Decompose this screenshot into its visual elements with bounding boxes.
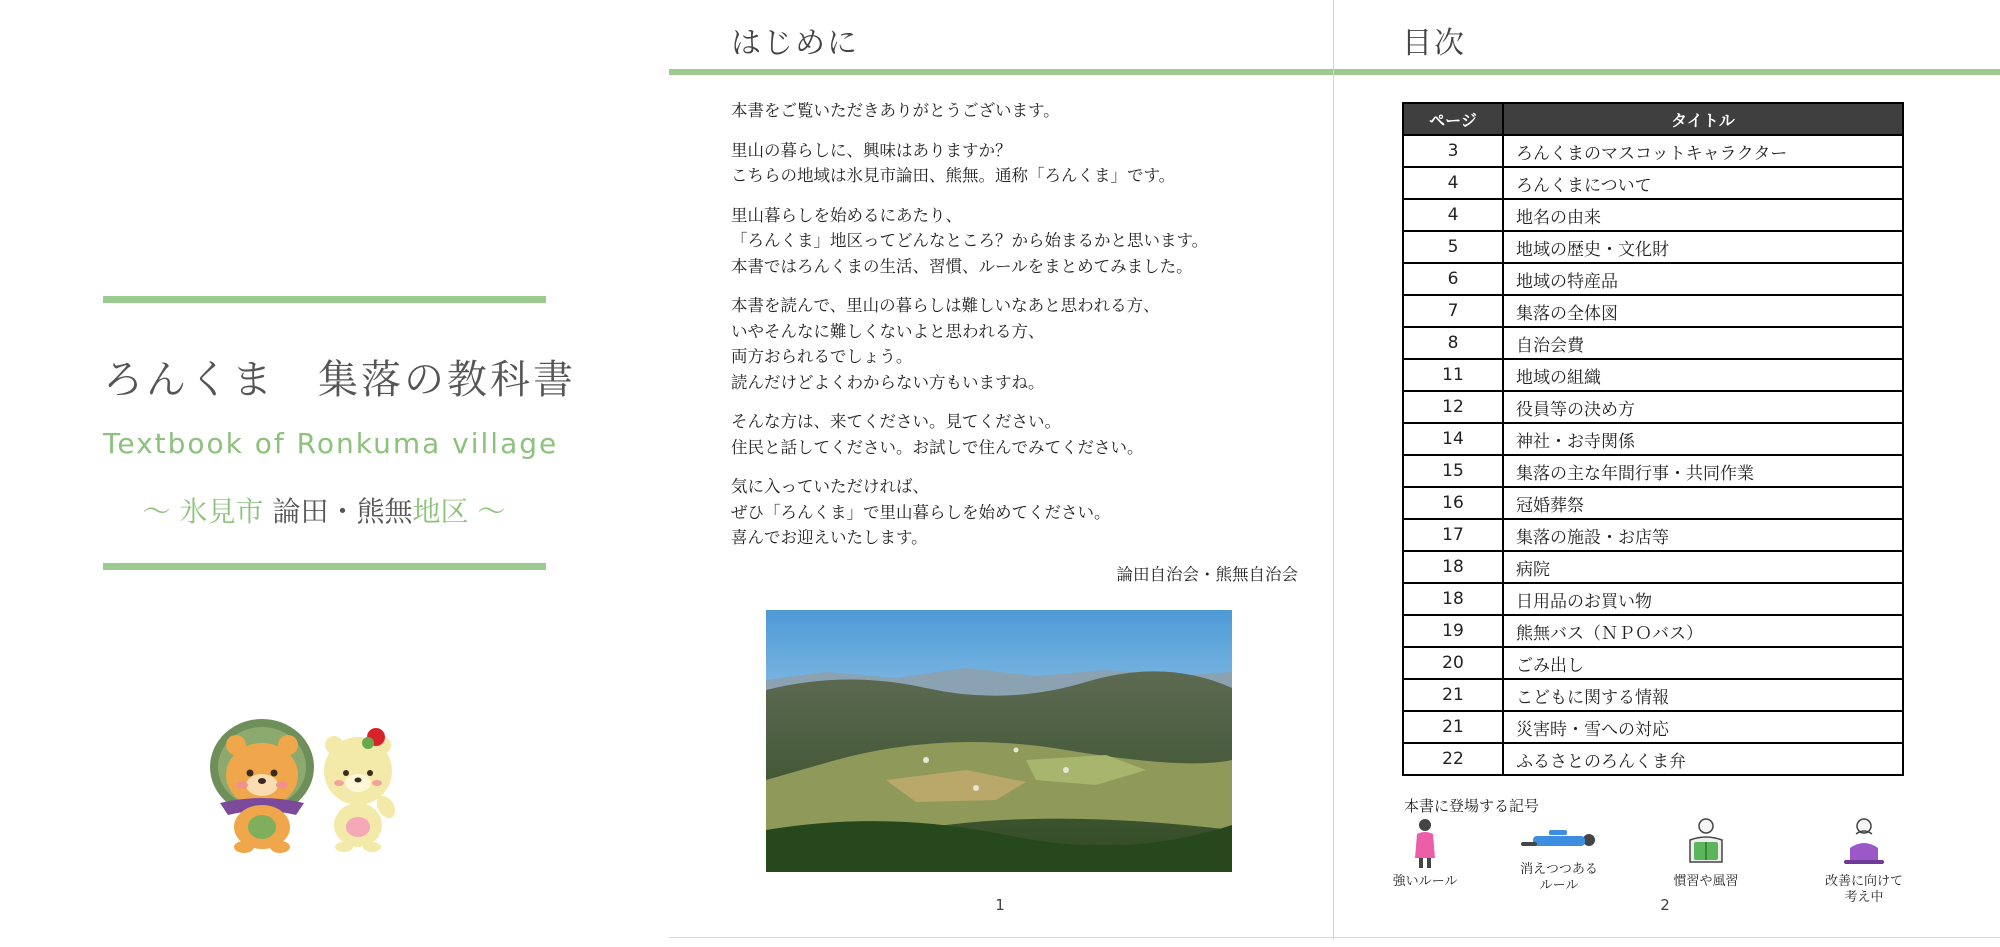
intro-paragraph <box>731 293 1291 395</box>
intro-line: 本書をご覧いただきありがとうございます。 <box>731 101 1060 120</box>
toc-row <box>1403 231 1903 263</box>
toc-page <box>1334 0 2000 947</box>
intro-line: 気に入っていただければ、 <box>731 477 929 496</box>
toc-page-number: 18 <box>1403 551 1503 583</box>
toc-row <box>1403 615 1903 647</box>
toc-page-number: 17 <box>1403 519 1503 551</box>
toc-entry-title: 病院 <box>1503 551 1903 583</box>
toc-row <box>1403 327 1903 359</box>
legend-strong-rule <box>1370 818 1480 890</box>
toc-row <box>1403 295 1903 327</box>
intro-line: いやそんなに難しくないよと思われる方、 <box>731 321 1045 341</box>
toc-header-row <box>1403 103 1903 135</box>
toc-entry-title: 集落の主な年間行事・共同作業 <box>1503 455 1903 487</box>
toc-entry-title: ふるさとのろんくま弁 <box>1503 743 1903 775</box>
toc-page-number: 4 <box>1403 167 1503 199</box>
intro-line: 里山暮らしを始めるにあたり、 <box>731 205 962 225</box>
toc-page-number: 11 <box>1403 359 1503 391</box>
intro-line: 読んだけどよくわからない方もいますね。 <box>731 372 1045 392</box>
toc-page-number: 21 <box>1403 679 1503 711</box>
intro-paragraph <box>731 409 1291 460</box>
toc-heading: 目次 <box>1402 26 1466 61</box>
toc-page-number: 7 <box>1403 295 1503 327</box>
intro-paragraph <box>731 203 1291 280</box>
toc-entry-title: 集落の施設・お店等 <box>1503 519 1903 551</box>
toc-page-number: 15 <box>1403 455 1503 487</box>
toc-col-page: ページ <box>1403 103 1503 135</box>
toc-entry-title: 集落の全体図 <box>1503 295 1903 327</box>
landscape-photo <box>766 610 1232 872</box>
toc-row <box>1403 487 1903 519</box>
mascot-illustration <box>200 715 430 855</box>
toc-row <box>1403 455 1903 487</box>
legend-label: 強いルール <box>1392 874 1458 889</box>
page-number-1: 1 <box>995 896 1005 914</box>
toc-entry-title: ろんくまについて <box>1503 167 1903 199</box>
toc-row <box>1403 679 1903 711</box>
intro-line: 「ろんくま」地区ってどんなところ？から始まるかと思います。 <box>731 231 1209 250</box>
toc-page-number: 16 <box>1403 487 1503 519</box>
intro-line: 里山の暮らしに、興味はありますか？ <box>731 140 1012 160</box>
intro-line: 喜んでお迎えいたします。 <box>731 528 928 547</box>
toc-row <box>1403 551 1903 583</box>
toc-row <box>1403 167 1903 199</box>
legend-fading-rule <box>1504 818 1614 894</box>
toc-row <box>1403 647 1903 679</box>
toc-page-number: 20 <box>1403 647 1503 679</box>
intro-line: 本書を読んで、里山の暮らしは難しいなあと思われる方、 <box>731 296 1160 315</box>
legend-custom <box>1651 818 1761 890</box>
toc-page-number: 3 <box>1403 135 1503 167</box>
toc-entry-title: こどもに関する情報 <box>1503 679 1903 711</box>
toc-heading-rule <box>1334 69 2000 75</box>
toc-entry-title: 災害時・雪への対応 <box>1503 711 1903 743</box>
toc-row <box>1403 519 1903 551</box>
toc-entry-title: 日用品のお買い物 <box>1503 583 1903 615</box>
cover-bottom-rule <box>103 563 546 570</box>
toc-row <box>1403 359 1903 391</box>
toc-page-number: 21 <box>1403 711 1503 743</box>
toc-row <box>1403 583 1903 615</box>
white-bear-mascot-icon <box>324 728 399 852</box>
intro-line: 本書ではろんくまの生活、習慣、ルールをまとめてみました。 <box>731 256 1193 276</box>
toc-row <box>1403 711 1903 743</box>
toc-page-number: 5 <box>1403 231 1503 263</box>
toc-page-number: 18 <box>1403 583 1503 615</box>
cover-top-rule <box>103 296 546 303</box>
intro-heading: はじめに <box>731 26 859 61</box>
legend-label-2: 考え中 <box>1844 890 1884 905</box>
toc-entry-title: 地域の組織 <box>1503 359 1903 391</box>
intro-line: ぜひ「ろんくま」で里山暮らしを始めてください。 <box>731 502 1111 522</box>
page-number-2: 2 <box>1660 896 1670 914</box>
toc-entry-title: 冠婚葬祭 <box>1503 487 1903 519</box>
toc-col-title: タイトル <box>1503 103 1903 135</box>
toc-entry-title: ごみ出し <box>1503 647 1903 679</box>
reading-person-icon <box>1682 818 1730 870</box>
toc-entry-title: 自治会費 <box>1503 327 1903 359</box>
toc-entry-title: 地名の由来 <box>1503 199 1903 231</box>
lying-person-icon <box>1519 818 1599 858</box>
place-suffix: 地区 ～ <box>412 495 506 528</box>
toc-page-number: 19 <box>1403 615 1503 647</box>
signature: 論田自治会・熊無自治会 <box>1116 565 1298 584</box>
legend-considering <box>1809 818 1919 906</box>
intro-paragraph <box>731 98 1291 124</box>
cover-place <box>103 490 545 530</box>
toc-entry-title: 熊無バス（ＮＰＯバス） <box>1503 615 1903 647</box>
toc-page-number: 22 <box>1403 743 1503 775</box>
toc-row <box>1403 199 1903 231</box>
legend-label-2: ルール <box>1539 878 1579 893</box>
toc-row <box>1403 391 1903 423</box>
legend-label: 消えつつある <box>1520 862 1598 877</box>
standing-person-icon <box>1403 818 1447 870</box>
toc-table <box>1402 102 1904 776</box>
intro-line: 住民と話してください。お試しで住んでみてください。 <box>731 437 1144 457</box>
toc-row <box>1403 135 1903 167</box>
place-prefix: ～ 氷見市 <box>142 495 273 528</box>
intro-paragraph <box>731 474 1291 551</box>
legend-label: 改善に向けて <box>1824 874 1903 889</box>
toc-page-number: 8 <box>1403 327 1503 359</box>
legend-title: 本書に登場する記号 <box>1404 797 1540 815</box>
intro-paragraph <box>731 138 1291 189</box>
toc-page-number: 14 <box>1403 423 1503 455</box>
cover-subtitle: Textbook of Ronkuma village <box>103 427 559 460</box>
intro-text <box>731 98 1291 565</box>
toc-page-number: 6 <box>1403 263 1503 295</box>
toc-entry-title: 地域の特産品 <box>1503 263 1903 295</box>
toc-entry-title: 役員等の決め方 <box>1503 391 1903 423</box>
toc-page-number: 4 <box>1403 199 1503 231</box>
cover-page <box>0 0 669 947</box>
toc-page-number: 12 <box>1403 391 1503 423</box>
toc-row <box>1403 743 1903 775</box>
toc-entry-title: 神社・お寺関係 <box>1503 423 1903 455</box>
legend-label: 慣習や風習 <box>1673 874 1739 889</box>
toc-row <box>1403 423 1903 455</box>
toc-entry-title: 地域の歴史・文化財 <box>1503 231 1903 263</box>
place-mid: 論田・熊無 <box>272 495 413 528</box>
intro-line: そんな方は、来てください。見てください。 <box>731 412 1061 431</box>
toc-entry-title: ろんくまのマスコットキャラクター <box>1503 135 1903 167</box>
intro-line: こちらの地域は氷見市論田、熊無。通称「ろんくま」です。 <box>731 166 1176 185</box>
intro-line: 両方おられるでしょう。 <box>731 347 913 366</box>
intro-page <box>669 0 1334 947</box>
bear-mascot-icon <box>210 719 314 853</box>
cover-title: ろんくま 集落の教科書 <box>103 357 576 403</box>
thinking-person-icon <box>1840 818 1888 870</box>
intro-heading-rule <box>669 69 1334 75</box>
toc-row <box>1403 263 1903 295</box>
